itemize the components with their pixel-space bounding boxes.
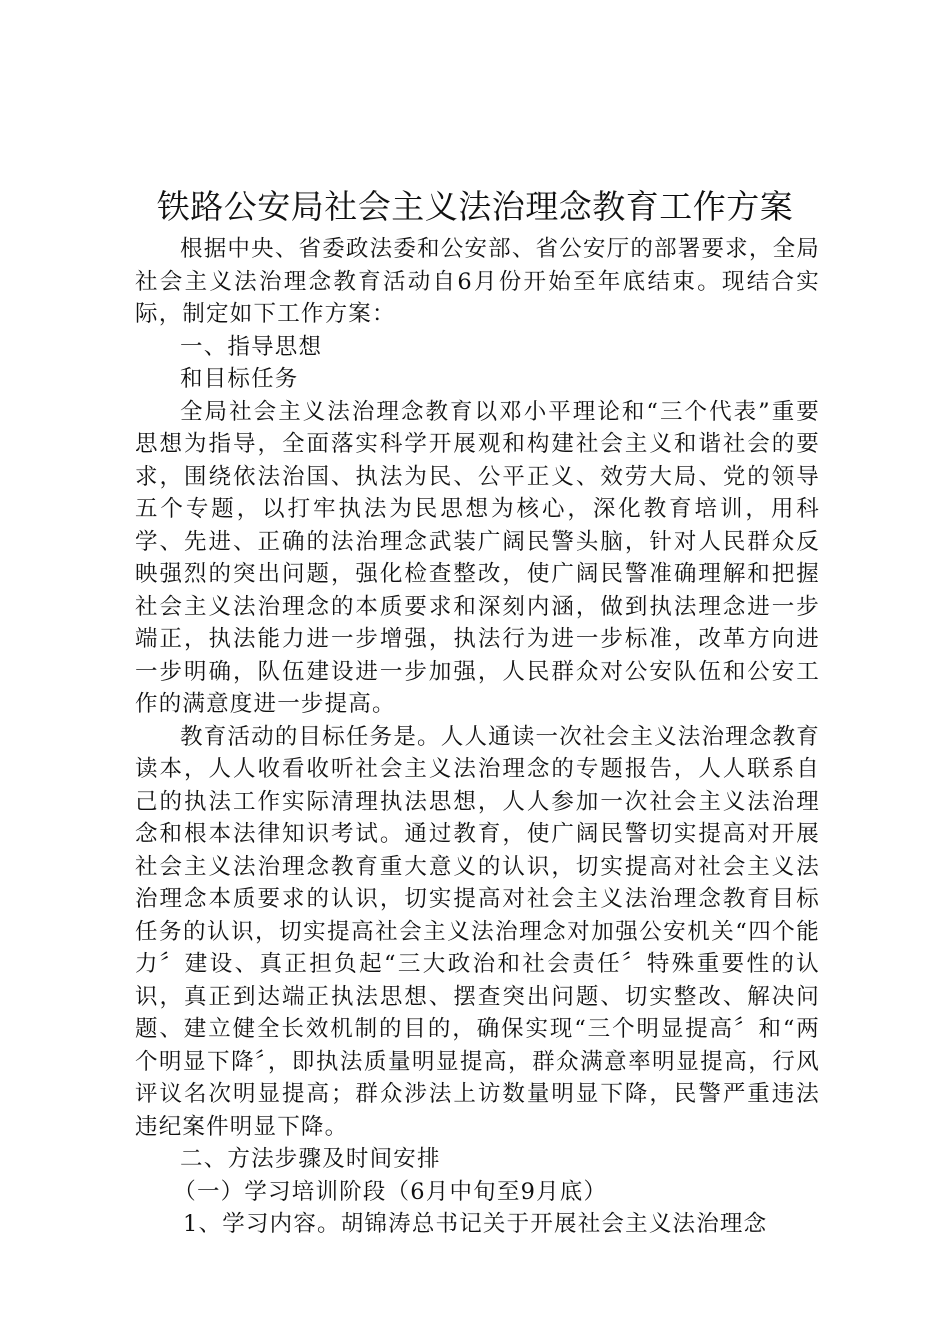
subsection-heading-study-phase: （一）学习培训阶段（6月中旬至9月底） bbox=[173, 1178, 608, 1205]
paragraph-study-content: 1、学习内容。胡锦涛总书记关于开展社会主义法治理念 bbox=[183, 1211, 768, 1237]
paragraph-objectives: 教育活动的目标任务是。人人通读一次社会主义法治理念教育读本，人人收看收听社会主义法治理念的专题报告，人人联系自己的执法工作实际清理执法思想，人人参加一次社会主义法治理念和根本法律知识考试。通过教育，使广阔民警切实提高对开展社会主义法治理念教育重大意义的认识，切实提高对社会主义法治理念本质要求的认识，切实提高对社会主义法治理念教育目标任务的认识，切实提高社会主义法治理念对加强公安机关“四个能力〞建设、真正担负起“三大政治和社会责任〞特殊重要性的认识，真正到达端正执法思想、摆查突出问题、切实整改、解决问题、建立健全长效机制的目的，确保实现“三个明显提高〞和“两个明显下降〞，即执法质量明显提高，群众满意率明显提高，行风评议名次明显提高；群众涉法上访数量明显下降，民警严重违法违纪案件明显下降。 bbox=[135, 723, 820, 1140]
section-heading-guiding-thought: 一、指导思想 bbox=[180, 333, 323, 360]
document-body bbox=[135, 233, 820, 1241]
section-heading-continuation: 和目标任务 bbox=[180, 366, 299, 392]
paragraph-guiding-thought: 全局社会主义法治理念教育以邓小平理论和“三个代表”重要思想为指导，全面落实科学开展观和构建社会主义和谐社会的要求，围绕依法治国、执法为民、公平正义、效劳大局、党的领导五个专题，以打牢执法为民思想为核心，深化教育培训，用科学、先进、正确的法治理念武装广阔民警头脑，针对人民群众反映强烈的突出问题，强化检查整改，使广阔民警准确理解和把握社会主义法治理念的本质要求和深刻内涵，做到执法理念进一步端正，执法能力进一步增强，执法行为进一步标准，改革方向进一步明确，队伍建设进一步加强，人民群众对公安队伍和公安工作的满意度进一步提高。 bbox=[135, 398, 820, 717]
paragraph-intro: 根据中央、省委政法委和公安部、省公安厅的部署要求，全局社会主义法治理念教育活动自6月份开始至年底结束。现结合实际，制定如下工作方案： bbox=[135, 236, 820, 327]
document-title: 铁路公安局社会主义法治理念教育工作方案 bbox=[156, 187, 794, 226]
section-heading-methods: 二、方法步骤及时间安排 bbox=[180, 1146, 441, 1172]
